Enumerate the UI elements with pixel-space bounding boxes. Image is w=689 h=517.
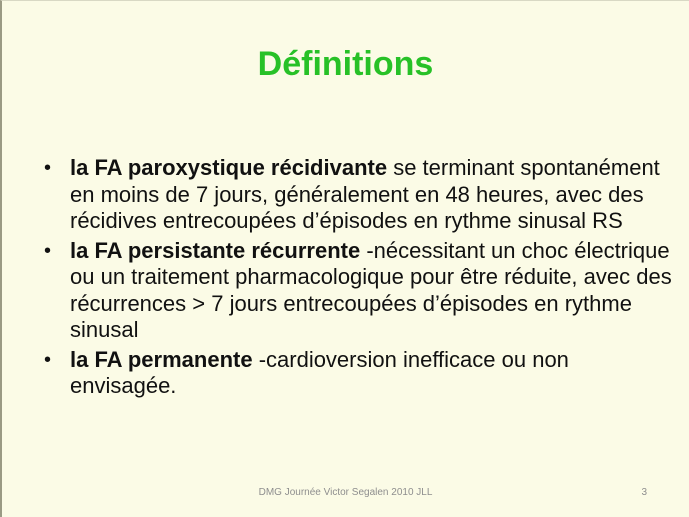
- bullet-item-paroxystique: [44, 155, 674, 235]
- bullet-item-persistante: [44, 238, 674, 344]
- slide-title: Définitions: [257, 45, 434, 83]
- bullet-text: se terminant spontanément en moins de 7 jours, généralement en 48 heures, avec des récidives entrecoupées d’épisodes en rythme sinusal RS: [70, 155, 660, 233]
- bullet-term: la FA permanente: [70, 346, 253, 372]
- bullet-text: -nécessitant un choc électrique ou un traitement pharmacologique pour être réduite, avec des récurrences > 7 jours entrecoupées d’épisodes en rythme sinusal: [70, 237, 672, 342]
- bullet-dot-icon: •: [44, 348, 52, 371]
- bullet-dot-icon: •: [44, 239, 52, 262]
- bullet-item-permanente: [44, 347, 674, 400]
- bullet-term: la FA paroxystique récidivante: [70, 155, 388, 180]
- bullet-text: -cardioversion inefficace ou non envisagée.: [70, 346, 569, 398]
- slide-footer: DMG Journée Victor Segalen 2010 JLL: [258, 487, 433, 498]
- page-number: 3: [641, 487, 647, 498]
- bullet-list: [44, 155, 674, 400]
- bullet-dot-icon: •: [44, 157, 52, 179]
- bullet-term: la FA persistante récurrente: [70, 237, 361, 263]
